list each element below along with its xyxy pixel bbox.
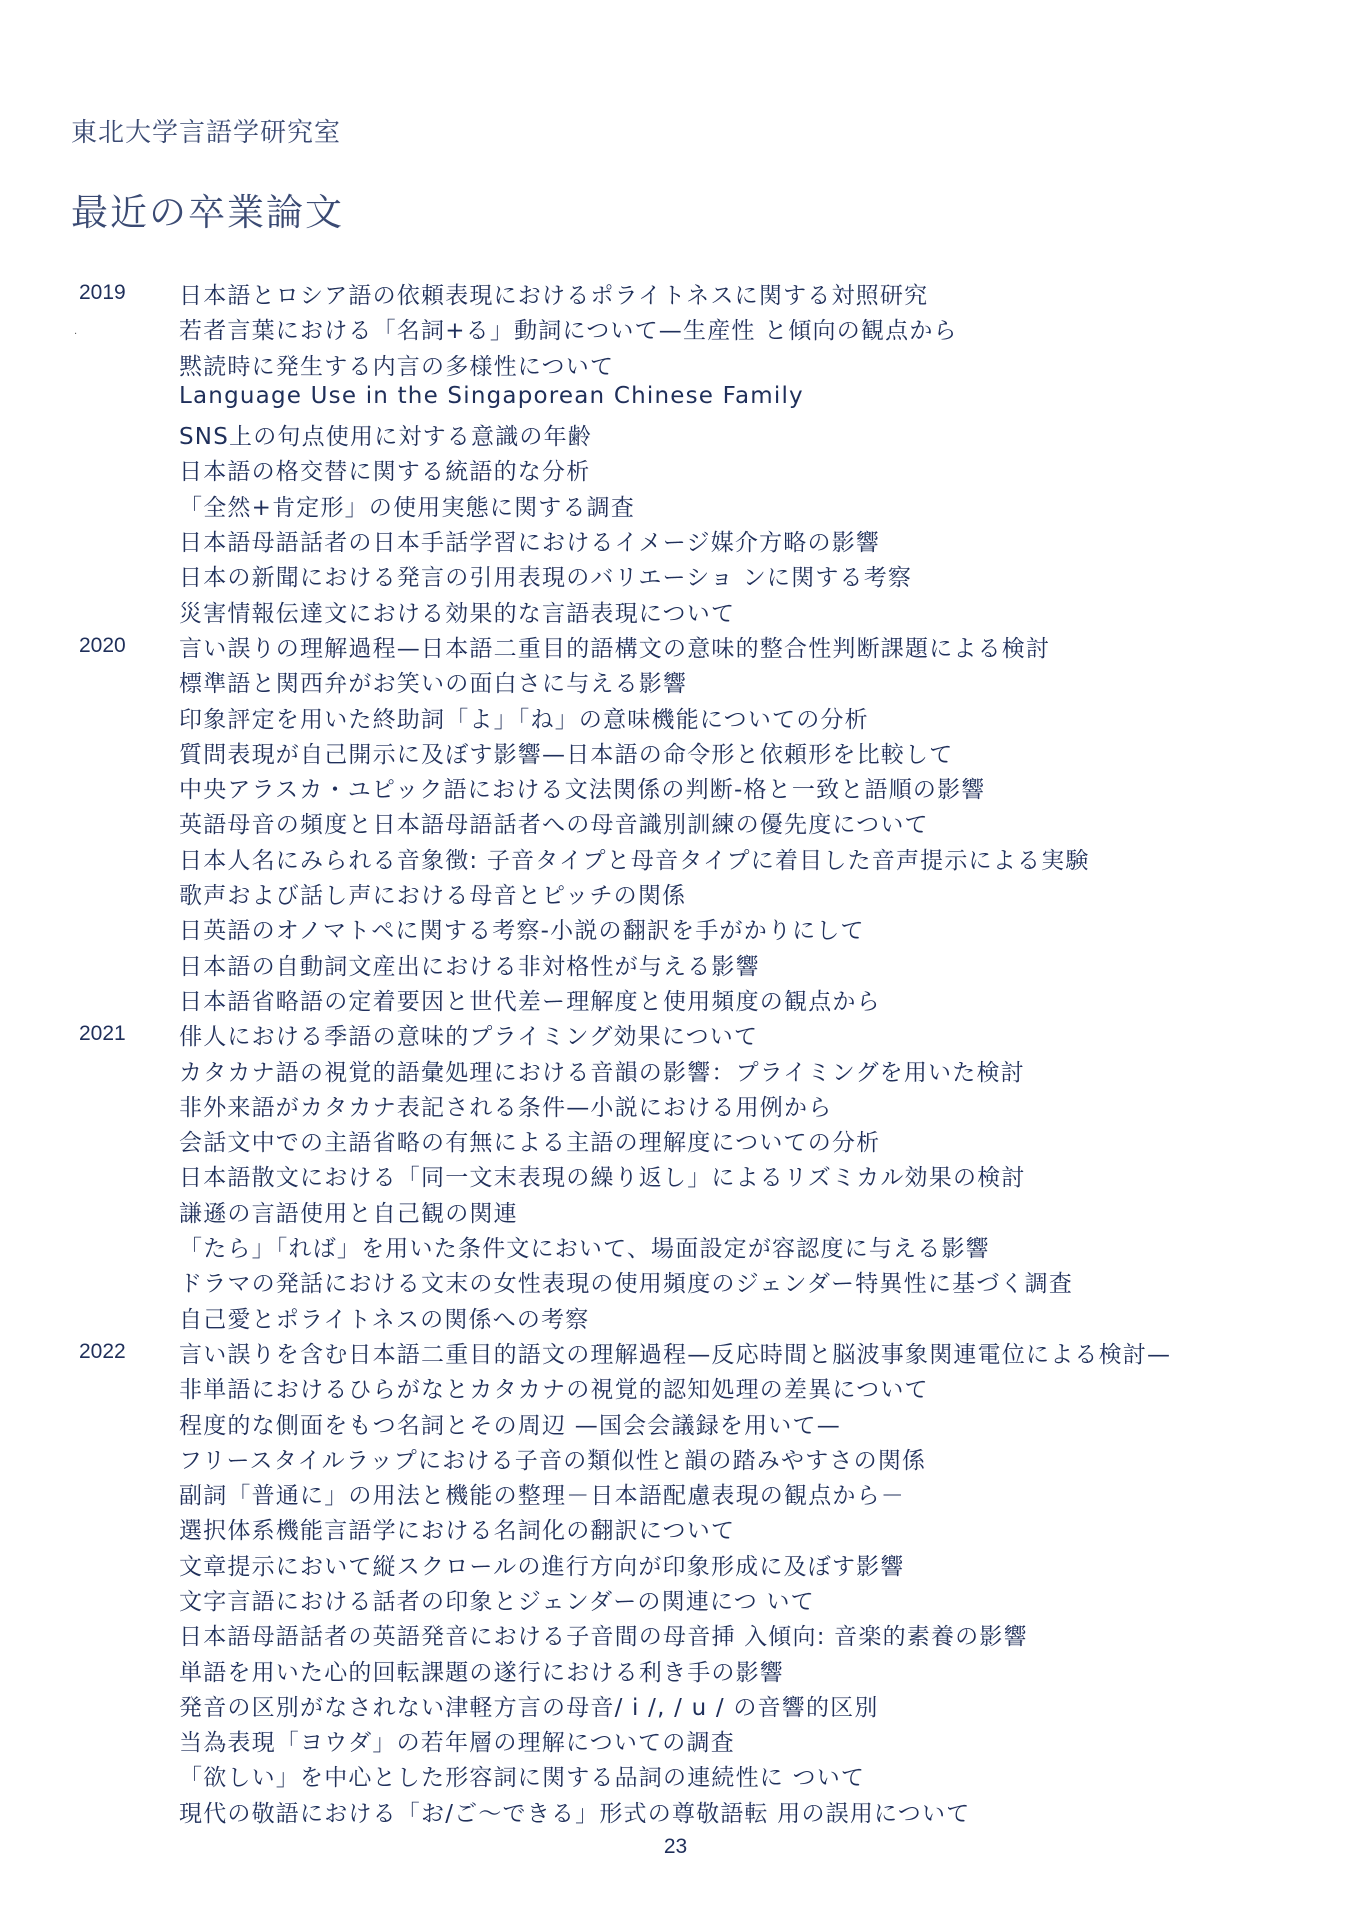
thesis-row xyxy=(0,451,1351,486)
thesis-row xyxy=(0,1087,1351,1122)
thesis-row xyxy=(0,1369,1351,1404)
thesis-title: カタカナ語の視覚的語彙処理における音韻の影響：プライミングを用いた検討 xyxy=(179,1059,1025,1086)
thesis-row xyxy=(0,1016,1351,1051)
thesis-title: 会話文中での主語省略の有無による主語の理解度についての分析 xyxy=(179,1130,881,1157)
thesis-title: 日本語母語話者の英語発音における子音間の母音挿 入傾向: 音楽的素養の影響 xyxy=(179,1624,1028,1651)
thesis-title: 歌声および話し声における母音とピッチの関係 xyxy=(179,883,687,910)
thesis-row xyxy=(0,1687,1351,1722)
thesis-row xyxy=(0,1157,1351,1192)
thesis-row xyxy=(0,910,1351,945)
thesis-row xyxy=(0,487,1351,522)
thesis-title: 日本語とロシア語の依頼表現におけるポライトネスに関する対照研究 xyxy=(179,283,929,309)
year-group-2020 xyxy=(0,628,1351,1016)
thesis-title: 若者言葉における「名詞+る」動詞について—生産性 と傾向の観点から xyxy=(179,318,958,345)
thesis-row xyxy=(0,1475,1351,1510)
thesis-title: ドラマの発話における文末の女性表現の使用頻度のジェンダー特異性に基づく調査 xyxy=(179,1271,1074,1298)
thesis-title: 黙読時に発生する内言の多様性について xyxy=(179,353,615,380)
thesis-row xyxy=(0,663,1351,698)
thesis-title: 言い誤りを含む日本語二重目的語文の理解過程—反応時間と脳波事象関連電位による検討— xyxy=(179,1341,1172,1368)
year-label: 2019 xyxy=(79,281,126,304)
year-group-2021 xyxy=(0,1016,1351,1334)
page-number: 23 xyxy=(663,1835,688,1858)
year-group-2019 xyxy=(0,275,1351,628)
thesis-title: 副詞「普通に」の用法と機能の整理－日本語配慮表現の観点から－ xyxy=(179,1483,905,1510)
thesis-title: 災害情報伝達文における効果的な言語表現について xyxy=(179,600,736,627)
thesis-row xyxy=(0,1228,1351,1263)
thesis-title: 謙遜の言語使用と自己観の関連 xyxy=(179,1200,518,1227)
thesis-row xyxy=(0,1510,1351,1545)
thesis-title: 中央アラスカ・ユピック語における文法関係の判断-格と一致と語順の影響 xyxy=(179,777,986,804)
thesis-row xyxy=(0,416,1351,451)
year-label: 2021 xyxy=(79,1022,126,1046)
thesis-title: 自己愛とポライトネスの関係への考察 xyxy=(179,1306,590,1333)
thesis-row xyxy=(0,734,1351,769)
thesis-row xyxy=(0,1722,1351,1757)
thesis-row xyxy=(0,946,1351,981)
thesis-title: 非単語におけるひらがなとカタカナの視覚的認知処理の差異について xyxy=(179,1377,929,1404)
thesis-title: 日本の新聞における発言の引用表現のバリエーショ ンに関する考察 xyxy=(179,565,913,592)
thesis-row xyxy=(0,875,1351,910)
thesis-title: 「全然+肯定形」の使用実態に関する調査 xyxy=(179,494,636,521)
page-title: 最近の卒業論文 xyxy=(71,191,344,234)
year-label: 2020 xyxy=(79,633,126,657)
thesis-title: 日本語散文における「同一文末表現の繰り返し」によるリズミカル効果の検討 xyxy=(179,1165,1026,1192)
thesis-row xyxy=(0,1581,1351,1616)
year-group-2022 xyxy=(0,1334,1351,1828)
thesis-title: 日英語のオノマトペに関する考察-小説の翻訳を手がかりにして xyxy=(179,918,865,945)
thesis-title: 言い誤りの理解過程—日本語二重目的語構文の意味的整合性判断課題による検討 xyxy=(179,635,1051,662)
thesis-title: 日本語母語話者の日本手話学習におけるイメージ媒介方略の影響 xyxy=(179,530,881,557)
thesis-title: 単語を用いた心的回転課題の遂行における利き手の影響 xyxy=(179,1659,784,1686)
thesis-row xyxy=(0,981,1351,1016)
thesis-row xyxy=(0,628,1351,663)
thesis-row xyxy=(0,1546,1351,1581)
lab-name: 東北大学言語学研究室 xyxy=(71,118,342,148)
thesis-title: 文章提示において縦スクロールの進行方向が印象形成に及ぼす影響 xyxy=(179,1553,905,1580)
thesis-row xyxy=(0,1405,1351,1440)
thesis-row xyxy=(0,593,1351,628)
thesis-title: 「欲しい」を中心とした形容詞に関する品詞の連続性に ついて xyxy=(179,1765,866,1792)
thesis-row xyxy=(0,1299,1351,1334)
thesis-title: 当為表現「ヨウダ」の若年層の理解についての調査 xyxy=(179,1730,735,1757)
thesis-row xyxy=(0,346,1351,381)
thesis-title: 印象評定を用いた終助詞「よ」「ね」の意味機能についての分析 xyxy=(179,706,869,733)
thesis-title: 文字言語における話者の印象とジェンダーの関連につ いて xyxy=(179,1588,815,1615)
thesis-row xyxy=(0,557,1351,592)
thesis-row xyxy=(0,310,1351,345)
thesis-row xyxy=(0,1793,1351,1828)
thesis-title: SNS上の句点使用に対する意識の年齢 xyxy=(179,424,593,451)
thesis-row xyxy=(0,275,1351,310)
thesis-row xyxy=(0,1616,1351,1651)
thesis-title: 程度的な側面をもつ名詞とその周辺 —国会会議録を用いて— xyxy=(179,1412,841,1439)
thesis-row xyxy=(0,1757,1351,1792)
thesis-title: 選択体系機能言語学における名詞化の翻訳について xyxy=(179,1518,736,1545)
thesis-row xyxy=(0,1652,1351,1687)
thesis-row xyxy=(0,699,1351,734)
thesis-title: 日本語の格交替に関する統語的な分析 xyxy=(179,459,591,486)
thesis-title: 非外来語がカタカナ表記される条件—小説における用例から xyxy=(179,1094,833,1121)
thesis-row xyxy=(0,1193,1351,1228)
thesis-title: 日本人名にみられる音象徴: 子音タイプと母音タイプに着目した音声提示による実験 xyxy=(179,847,1090,874)
thesis-row xyxy=(0,1263,1351,1298)
thesis-row xyxy=(0,1122,1351,1157)
thesis-title: 「たら」「れば」を用いた条件文において、場面設定が容認度に与える影響 xyxy=(179,1236,990,1263)
year-label: 2022 xyxy=(79,1339,126,1363)
thesis-row xyxy=(0,1334,1351,1369)
thesis-title: 日本語省略語の定着要因と世代差ー理解度と使用頻度の観点から xyxy=(179,988,881,1015)
thesis-title: 質問表現が自己開示に及ぼす影響—日本語の命令形と依頼形を比較して xyxy=(179,741,954,768)
dot-mark: . xyxy=(74,326,78,337)
thesis-title: 標準語と関西弁がお笑いの面白さに与える影響 xyxy=(179,671,688,698)
thesis-title: 日本語の自動詞文産出における非対格性が与える影響 xyxy=(179,953,760,980)
thesis-title: フリースタイルラップにおける子音の類似性と韻の踏みやすさの関係 xyxy=(179,1447,927,1474)
thesis-title: 現代の敬語における「お/ご～できる」形式の尊敬語転 用の誤用について xyxy=(179,1800,971,1827)
thesis-row xyxy=(0,804,1351,839)
thesis-row xyxy=(0,1052,1351,1087)
thesis-list xyxy=(0,275,1351,1828)
thesis-title: 発音の区別がなされない津軽方言の母音/ i /, / u / の音響的区別 xyxy=(179,1694,879,1721)
thesis-title: Language Use in the Singaporean Chinese Family xyxy=(179,382,804,409)
thesis-row xyxy=(0,381,1351,416)
thesis-row xyxy=(0,1440,1351,1475)
thesis-row xyxy=(0,769,1351,804)
thesis-title: 俳人における季語の意味的プライミング効果について xyxy=(179,1024,759,1051)
thesis-row xyxy=(0,522,1351,557)
thesis-row xyxy=(0,840,1351,875)
thesis-title: 英語母音の頻度と日本語母語話者への母音識別訓練の優先度について xyxy=(179,812,929,839)
